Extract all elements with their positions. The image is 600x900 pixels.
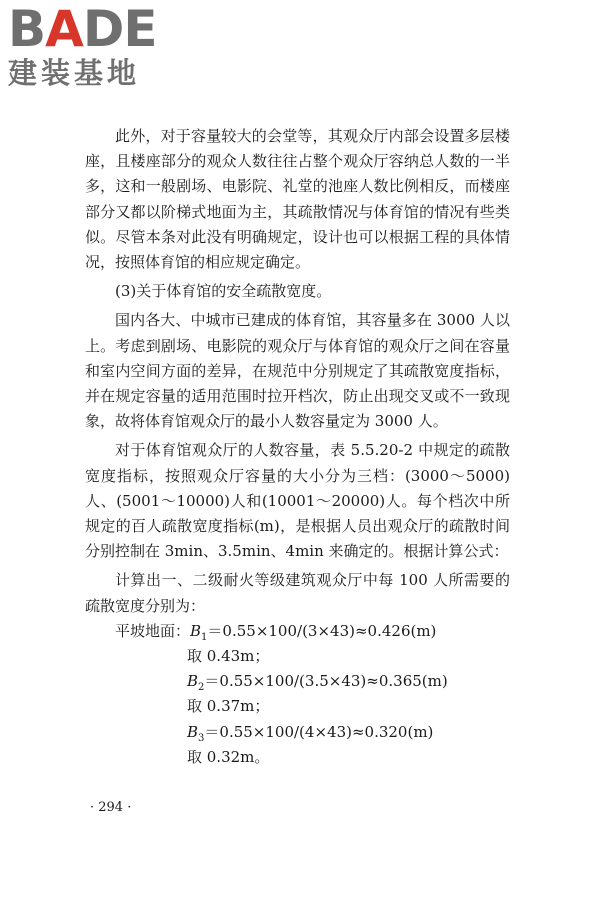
logo-letter-a-accent: A	[45, 0, 83, 58]
formula-line-b1	[85, 619, 510, 644]
formula-line-b3	[85, 720, 510, 745]
formula-subscript: 3	[198, 732, 205, 744]
formula-subscript: 1	[201, 631, 208, 643]
document-body	[85, 124, 510, 770]
page-number: · 294 ·	[90, 800, 132, 815]
formula-expression: ＝0.55×100/(4×43)≈0.320(m)	[204, 722, 434, 741]
formula-variable: B	[190, 621, 202, 640]
logo-letter-b: B	[8, 0, 46, 58]
paragraph-capacity-tiers: 对于体育馆观众厅的人数容量，表 5.5.20-2 中规定的疏散宽度指标，按照观众厅容量的大小分为三档：(3000～5000)人、(5001～10000)人和(10001～20000)人。每个档次中所规定的百人疏散宽度指标(m)，是根据人员出观众厅的疏散时间分别控制在 3min、3.5min、4min 来确定的。根据计算公式：	[85, 441, 510, 561]
formula-result-b3: 取 0.32m。	[187, 747, 270, 766]
formula-expression: ＝0.55×100/(3.5×43)≈0.365(m)	[204, 672, 448, 691]
paragraph-calculation-intro: 计算出一、二级耐火等级建筑观众厅中每 100 人所需要的疏散宽度分别为：	[85, 571, 510, 615]
formula-line-b2	[85, 669, 510, 694]
formula-label: 平坡地面：	[115, 621, 191, 640]
logo-letters-de: DE	[82, 0, 157, 58]
brand-logo	[8, 0, 178, 90]
paragraph-auditorium-balcony: 此外，对于容量较大的会堂等，其观众厅内部会设置多层楼座，且楼座部分的观众人数往往占整个观众厅容纳总人数的一半多，这和一般剧场、电影院、礼堂的池座人数比例相反，而楼座部分又都以阶梯式地面为主，其疏散情况与体育馆的情况有些类似。尽管本条对此没有明确规定，设计也可以根据工程的具体情况，按照体育馆的相应规定确定。	[85, 127, 510, 272]
formula-expression: ＝0.55×100/(3×43)≈0.426(m)	[207, 621, 437, 640]
logo-wordmark	[8, 0, 178, 58]
formula-result-b2: 取 0.37m；	[187, 697, 270, 716]
formula-variable: B	[187, 672, 199, 691]
paragraph-gym-capacity: 国内各大、中城市已建成的体育馆，其容量多在 3000 人以上。考虑到剧场、电影院的观众厅与体育馆的观众厅之间在容量和室内空间方面的差异，在规范中分别规定了其疏散宽度指标，并在规定容量的适用范围时拉开档次，防止出现交叉或不一致现象，故将体育馆观众厅的最小人数容量定为 3000 人。	[85, 311, 510, 431]
formula-subscript: 2	[198, 682, 205, 694]
logo-subtitle: 建装基地	[8, 56, 141, 90]
section-heading-gym-evacuation-width: (3)关于体育馆的安全疏散宽度。	[115, 282, 332, 301]
formula-result-b1: 取 0.43m；	[187, 647, 270, 666]
formula-variable: B	[187, 722, 199, 741]
